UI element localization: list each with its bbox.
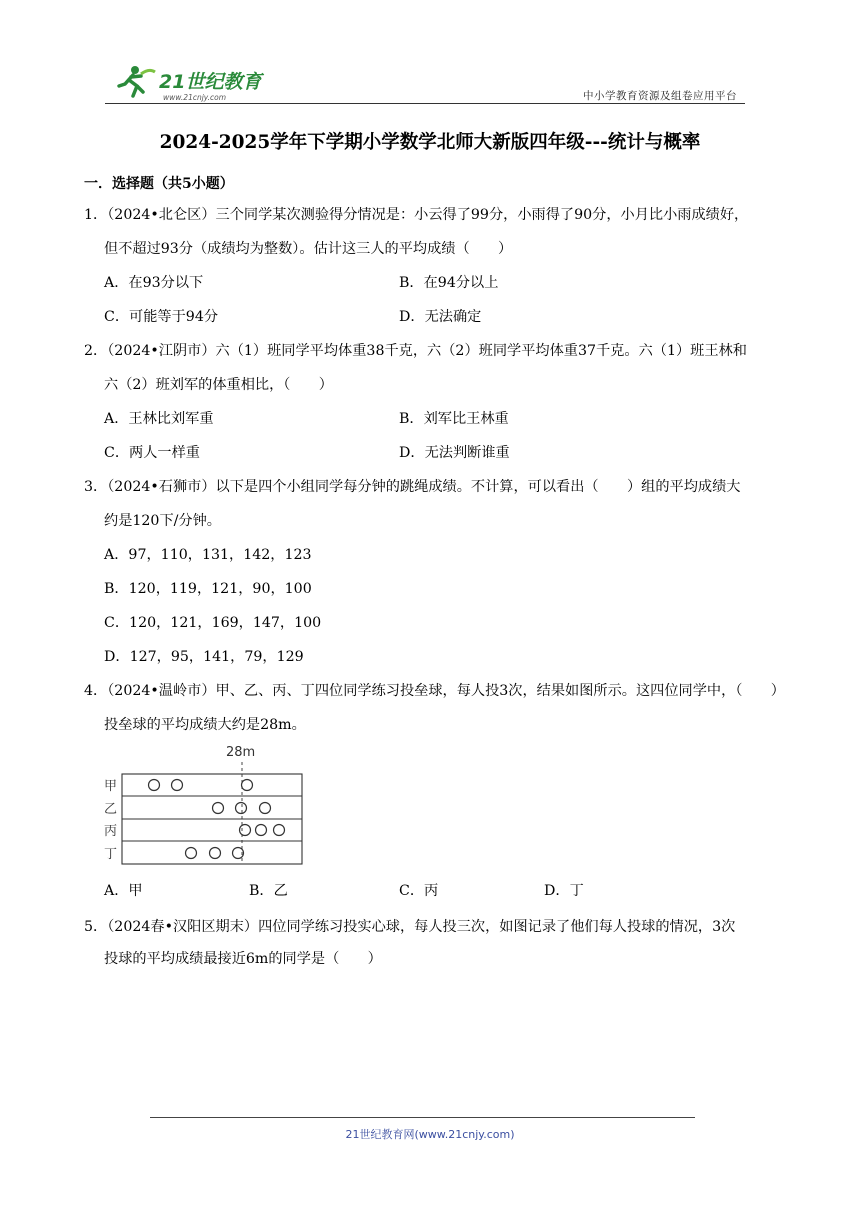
logo <box>115 62 275 104</box>
throw-mark <box>260 803 271 814</box>
figure-marker-label: 28m <box>226 745 256 760</box>
figure-row-label-jia: 甲 <box>104 779 118 794</box>
question-4-line-1: 4．（2024•温岭市）甲、乙、丙、丁四位同学练习投垒球，每人投3次，结果如图所示。这四位同学中，（ ） <box>84 683 785 699</box>
platform-text: 中小学教育资源及组卷应用平台 <box>583 90 737 102</box>
throw-mark <box>236 803 247 814</box>
throw-mark <box>256 825 267 836</box>
question-3-option-a: A．97，110，131，142，123 <box>104 547 312 563</box>
question-1-option-d: D．无法确定 <box>399 309 482 325</box>
question-4-option-b: B．乙 <box>249 883 288 899</box>
question-3-option-d: D．127，95，141，79，129 <box>104 649 304 665</box>
header-divider <box>105 103 745 104</box>
question-4-line-2: 投垒球的平均成绩大约是28m。 <box>104 717 306 733</box>
question-4-option-d: D．丁 <box>544 883 584 899</box>
question-3-line-2: 约是120下/分钟。 <box>104 513 221 529</box>
question-3-option-b: B．120，119，121，90，100 <box>104 581 312 597</box>
logo-text: 21世纪教育 <box>159 71 262 93</box>
throw-mark <box>274 825 285 836</box>
runner-icon <box>119 66 155 96</box>
question-4-option-a: A．甲 <box>104 883 143 899</box>
footer-divider <box>150 1117 695 1118</box>
throw-mark <box>240 825 251 836</box>
throw-mark <box>210 848 221 859</box>
question-1-option-c: C．可能等于94分 <box>104 309 219 325</box>
figure-row-label-yi: 乙 <box>104 802 118 817</box>
figure-row-label-bing: 丙 <box>104 824 118 839</box>
question-2-line-1: 2．（2024•江阴市）六（1）班同学平均体重38千克，六（2）班同学平均体重37千克。六（1）班王林和 <box>84 343 747 359</box>
question-3-option-c: C．120，121，169，147，100 <box>104 615 322 631</box>
throw-mark <box>213 803 224 814</box>
question-5-line-2: 投球的平均成绩最接近6m的同学是（ ） <box>104 951 382 967</box>
question-2-option-d: D．无法判断谁重 <box>399 445 510 461</box>
question-2-line-2: 六（2）班刘军的体重相比，（ ） <box>104 377 333 393</box>
throw-mark <box>242 780 253 791</box>
question-1-line-1: 1．（2024•北仑区）三个同学某次测验得分情况是：小云得了99分，小雨得了90分，小月比小雨成绩好， <box>84 207 749 223</box>
document-title: 2024-2025学年下学期小学数学北师大新版四年级---统计与概率 <box>159 132 701 153</box>
question-1-option-b: B．在94分以上 <box>399 275 499 291</box>
page-header <box>105 62 745 112</box>
question-2-option-b: B．刘军比王林重 <box>399 411 509 427</box>
section-heading: 一．选择题（共5小题） <box>84 176 234 192</box>
footer-text: 21世纪教育网(www.21cnjy.com) <box>345 1128 515 1141</box>
question-3-line-1: 3．（2024•石狮市）以下是四个小组同学每分钟的跳绳成绩。不计算，可以看出（ ）组的平均成绩大 <box>84 479 741 495</box>
throw-results-figure <box>100 742 310 872</box>
question-2-option-c: C．两人一样重 <box>104 445 200 461</box>
question-5-line-1: 5．（2024春•汉阳区期末）四位同学练习投实心球，每人投三次，如图记录了他们每人投球的情况，3次 <box>84 919 736 935</box>
question-1-option-a: A．在93分以下 <box>104 275 204 291</box>
figure-row-label-ding: 丁 <box>104 847 118 862</box>
throw-mark <box>172 780 183 791</box>
question-1-line-2: 但不超过93分（成绩均为整数）。估计这三人的平均成绩（ ） <box>104 241 513 257</box>
throw-mark <box>186 848 197 859</box>
throw-mark <box>149 780 160 791</box>
question-4-option-c: C．丙 <box>399 883 439 899</box>
logo-url: www.21cnjy.com <box>163 93 227 102</box>
question-2-option-a: A．王林比刘军重 <box>104 411 214 427</box>
